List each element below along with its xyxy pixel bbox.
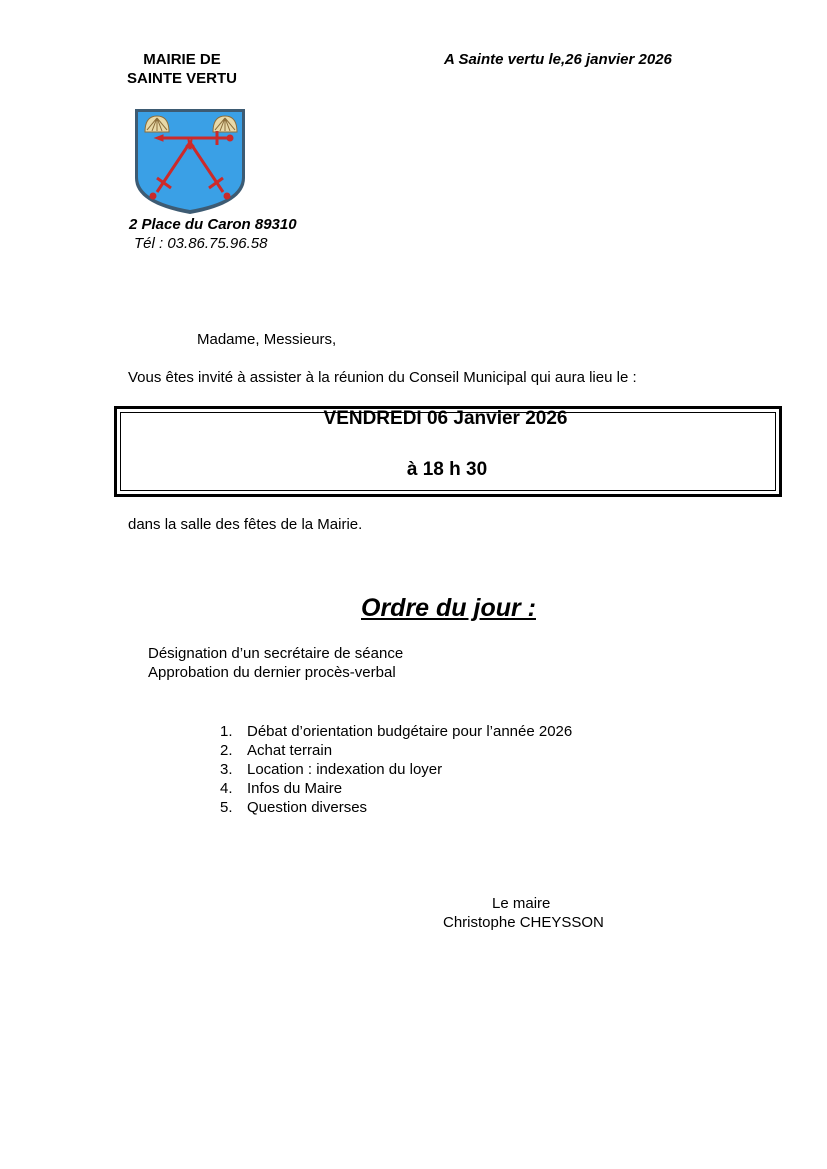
mairie-heading	[112, 50, 252, 88]
agenda-title: Ordre du jour :	[361, 594, 536, 622]
meeting-location: dans la salle des fêtes de la Mairie.	[128, 516, 363, 533]
agenda-item-number: 5.	[220, 799, 233, 816]
event-day-text: VENDREDI 06 Janvier 2026	[323, 408, 568, 429]
signature-name: Christophe CHEYSSON	[443, 914, 604, 931]
signature-title: Le maire	[492, 895, 551, 912]
agenda-item	[220, 760, 572, 779]
agenda-item-text: Question diverses	[247, 799, 368, 816]
phone-number: Tél : 03.86.75.96.58	[134, 235, 268, 252]
event-time	[0, 459, 827, 481]
agenda-item-text: Débat d’orientation budgétaire pour l’année 2026	[247, 723, 573, 740]
agenda-item-text: Location : indexation du loyer	[247, 761, 443, 778]
agenda-item-number: 3.	[220, 761, 233, 778]
agenda-item-text: Infos du Maire	[247, 780, 343, 797]
event-day	[0, 408, 827, 430]
address: 2 Place du Caron 89310	[129, 216, 297, 233]
preliminary-item: Approbation du dernier procès-verbal	[148, 664, 396, 681]
agenda-item-number: 1.	[220, 723, 233, 740]
agenda-item	[220, 722, 572, 741]
agenda-item	[220, 779, 572, 798]
preliminary-item: Désignation d’un secrétaire de séance	[148, 645, 404, 662]
agenda-item-number: 4.	[220, 780, 233, 797]
mairie-line-2: SAINTE VERTU	[126, 70, 237, 87]
event-time-text: à 18 h 30	[406, 459, 488, 480]
invitation-text: Vous êtes invité à assister à la réunion du Conseil Municipal qui aura lieu le :	[128, 369, 637, 386]
agenda-item	[220, 798, 572, 817]
agenda-list	[220, 722, 572, 817]
agenda-item	[220, 741, 572, 760]
agenda-item-text: Achat terrain	[247, 742, 333, 759]
date-line: A Sainte vertu le,26 janvier 2026	[444, 51, 672, 68]
mairie-line-1: MAIRIE DE	[143, 51, 221, 68]
salutation: Madame, Messieurs,	[197, 331, 337, 348]
agenda-item-number: 2.	[220, 742, 233, 759]
coat-of-arms-icon	[131, 106, 249, 216]
